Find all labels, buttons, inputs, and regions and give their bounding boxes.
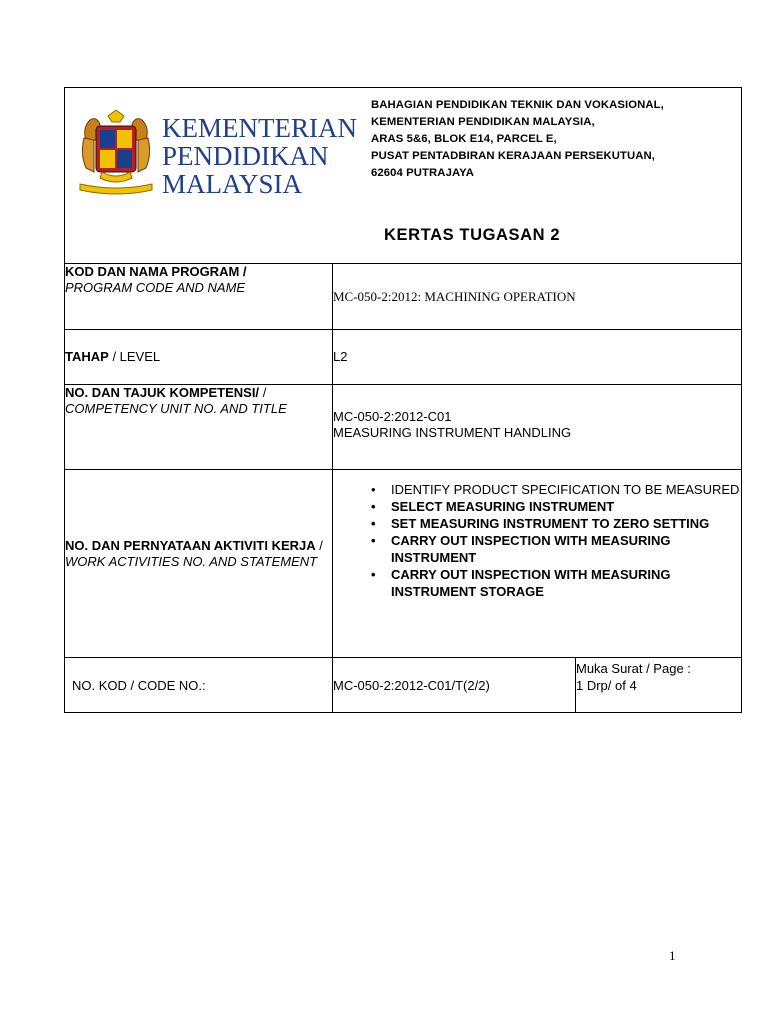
- competency-code: MC-050-2:2012-C01: [333, 409, 452, 424]
- ministry-logo: [72, 110, 362, 198]
- page-count-value: 1 Drp/ of 4: [576, 678, 637, 693]
- address-line: 62604 PUTRAJAYA: [371, 167, 475, 179]
- program-label: KOD DAN NAMA PROGRAM /: [65, 264, 247, 279]
- activities-list: [333, 470, 741, 600]
- ministry-address: [371, 97, 664, 182]
- level-label-en: / LEVEL: [112, 349, 161, 364]
- address-line: KEMENTERIAN PENDIDIKAN MALAYSIA,: [371, 116, 595, 128]
- page-number: 1: [669, 948, 676, 963]
- level-label: TAHAP: [65, 349, 109, 364]
- program-value-cell: [333, 264, 742, 330]
- document-title: KERTAS TUGASAN 2: [384, 226, 561, 244]
- page-count-cell: [576, 658, 742, 713]
- program-label-en: PROGRAM CODE AND NAME: [65, 280, 246, 295]
- competency-label-cell: [65, 385, 333, 470]
- activities-label-en: WORK ACTIVITIES NO. AND STATEMENT: [65, 554, 318, 569]
- level-label-cell: [65, 330, 333, 385]
- logo-word-3: MALAYSIA: [162, 169, 303, 198]
- task-sheet-table: [64, 87, 742, 713]
- logo-wordmark: [162, 113, 357, 198]
- header-cell: [65, 88, 742, 264]
- address-line: PUSAT PENTADBIRAN KERAJAAN PERSEKUTUAN,: [371, 150, 656, 162]
- activities-label-slash: /: [319, 538, 323, 553]
- activities-label-cell: [65, 470, 333, 658]
- activity-item: • IDENTIFY PRODUCT SPECIFICATION TO BE MEASURED: [391, 481, 741, 498]
- coat-of-arms-emblem: [80, 110, 152, 194]
- activity-item: • SELECT MEASURING INSTRUMENT: [391, 498, 741, 515]
- activity-item: • SET MEASURING INSTRUMENT TO ZERO SETTING: [391, 515, 741, 532]
- logo-word-1: KEMENTERIAN: [162, 113, 357, 143]
- page-count-label: Muka Surat / Page :: [576, 661, 691, 676]
- program-label-cell: [65, 264, 333, 330]
- activity-item: • CARRY OUT INSPECTION WITH MEASURING INSTRUMENT: [391, 532, 741, 566]
- code-label: NO. KOD / CODE NO.:: [72, 678, 206, 693]
- activity-item: • CARRY OUT INSPECTION WITH MEASURING INSTRUMENT STORAGE: [391, 566, 741, 600]
- competency-label-en: COMPETENCY UNIT NO. AND TITLE: [65, 401, 287, 416]
- code-label-cell: [65, 658, 333, 713]
- level-value-cell: [333, 330, 742, 385]
- address-line: ARAS 5&6, BLOK E14, PARCEL E,: [371, 133, 557, 145]
- code-value: MC-050-2:2012-C01/T(2/2): [333, 678, 490, 693]
- competency-title: MEASURING INSTRUMENT HANDLING: [333, 425, 572, 440]
- competency-label: NO. DAN TAJUK KOMPETENSI/: [65, 385, 260, 400]
- logo-word-2: PENDIDIKAN: [162, 141, 329, 171]
- activities-list-cell: [333, 470, 742, 658]
- level-value: L2: [333, 349, 348, 364]
- code-value-cell: [333, 658, 576, 713]
- competency-value-cell: [333, 385, 742, 470]
- program-value: MC-050-2:2012: MACHINING OPERATION: [333, 289, 576, 304]
- address-line: BAHAGIAN PENDIDIKAN TEKNIK DAN VOKASIONAL,: [371, 99, 664, 111]
- competency-label-slash: /: [262, 385, 267, 400]
- activities-label: NO. DAN PERNYATAAN AKTIVITI KERJA: [65, 538, 316, 553]
